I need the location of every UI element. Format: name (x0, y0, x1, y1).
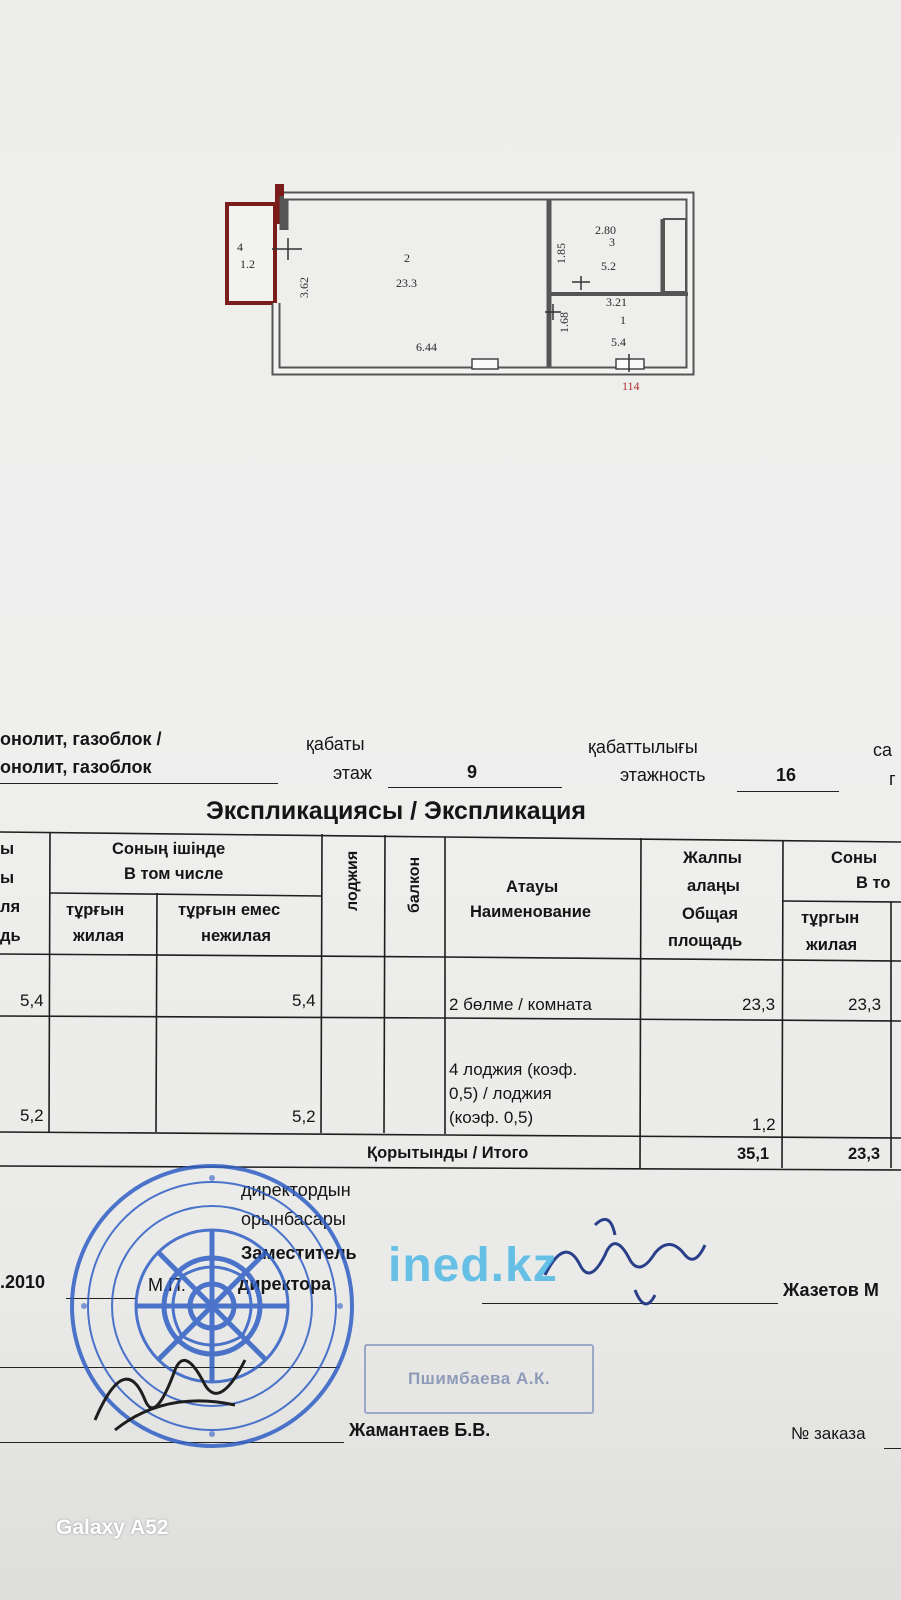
row2-area: 1,2 (752, 1115, 776, 1134)
left-cut-3: ля (0, 898, 21, 916)
dim-room3-height: 1.85 (554, 243, 568, 264)
dim-room1-width: 3.21 (606, 295, 627, 309)
total-area-ru1: Общая (682, 905, 738, 923)
explication-title: Экспликациясы / Экспликация (206, 797, 587, 825)
room-1-area: 5.4 (611, 335, 626, 349)
row1-left-total: 5,4 (20, 991, 44, 1010)
total-area-kz2: алаңы (687, 877, 740, 895)
dim-main-height: 3.62 (297, 277, 311, 298)
signature-2 (85, 1330, 255, 1440)
watermark: ined.kz (388, 1239, 558, 1292)
floor-value: 9 (467, 762, 478, 782)
row1-living: 23,3 (848, 995, 882, 1014)
floors-value: 16 (776, 765, 797, 785)
incl-kz-left: Соның ішінде (112, 840, 226, 858)
nonliving-kz: тұрғын емес (178, 901, 281, 919)
floor-label-kz: қабаты (306, 734, 365, 754)
living-kz-right: тұргын (801, 909, 860, 927)
total-living: 23,3 (848, 1145, 881, 1163)
total-area-ru2: площадь (668, 932, 743, 950)
room-4-area: 1.2 (240, 257, 255, 271)
living-ru-right: жилая (806, 936, 858, 954)
incl-ru-left: В том числе (124, 865, 224, 883)
material-kz: онолит, газоблок / (0, 729, 162, 749)
room-3-number: 3 (609, 235, 615, 249)
deputy-ru-1: Заместитель (241, 1243, 357, 1263)
total-area-kz1: Жалпы (683, 849, 742, 867)
signature-1 (535, 1205, 715, 1325)
row2-left-total: 5,2 (20, 1106, 44, 1125)
signatory-1: Жазетов М (783, 1280, 879, 1300)
dim-main-width: 6.44 (416, 340, 437, 354)
deputy-kz-1: директордын (241, 1180, 351, 1200)
incl-kz-right: Соны (831, 849, 878, 867)
room-2-number: 2 (404, 251, 410, 265)
floor-label-ru: этаж (333, 763, 372, 783)
loggia-header: лоджия (344, 850, 361, 911)
name-stamp-text: Пшимбаева А.К. (407, 1369, 551, 1388)
deputy-ru-2: директора (238, 1274, 332, 1294)
mp-label: М.П. (148, 1275, 186, 1295)
order-label: № заказа (791, 1424, 866, 1443)
total-area: 35,1 (737, 1145, 770, 1163)
row2-name: 4 лоджия (коэф. 0,5) / лоджия (коэф. 0,5) (449, 1060, 578, 1127)
floors-label-kz: қабаттылығы (588, 737, 698, 757)
header-cut-1: са (873, 740, 893, 760)
signatory-2: Жамантаев Б.В. (349, 1420, 491, 1440)
dim-room1-height: 1.68 (557, 312, 571, 333)
plan-mark: 114 (622, 379, 640, 393)
row1-area: 23,3 (742, 995, 776, 1014)
row1-nonliving: 5,4 (292, 991, 316, 1010)
living-ru-left: жилая (73, 927, 125, 945)
nonliving-ru: нежилая (201, 927, 272, 945)
left-cut-2: ы (0, 869, 15, 887)
total-label: Қорытынды / Итого (367, 1144, 529, 1162)
row2-nonliving: 5,2 (292, 1107, 316, 1126)
room-1-number: 1 (620, 313, 626, 327)
room-3-area: 5.2 (601, 259, 616, 273)
date-cut: .2010 (0, 1272, 46, 1292)
name-ru: Наименование (470, 903, 592, 921)
left-cut-4: дь (0, 927, 21, 945)
room-2-area: 23.3 (396, 276, 417, 290)
living-kz-left: тұрғын (66, 901, 125, 919)
name-stamp (364, 1344, 594, 1414)
row1-name: 2 бөлме / комната (449, 995, 592, 1014)
header-cut-2: г (889, 769, 896, 789)
incl-ru-right: В то (856, 874, 891, 892)
room-4-number: 4 (237, 240, 243, 254)
material-ru: онолит, газоблок (0, 757, 152, 777)
left-cut-1: ы (0, 840, 15, 858)
name-kz: Атауы (506, 878, 559, 896)
order-underline (884, 1448, 901, 1449)
balcony-header: балкон (406, 856, 423, 913)
floors-label-ru: этажность (620, 765, 706, 785)
dim-room3-width: 2.80 (595, 223, 616, 237)
deputy-kz-2: орынбасары (241, 1209, 346, 1229)
device-label: Galaxy A52 (56, 1516, 169, 1539)
